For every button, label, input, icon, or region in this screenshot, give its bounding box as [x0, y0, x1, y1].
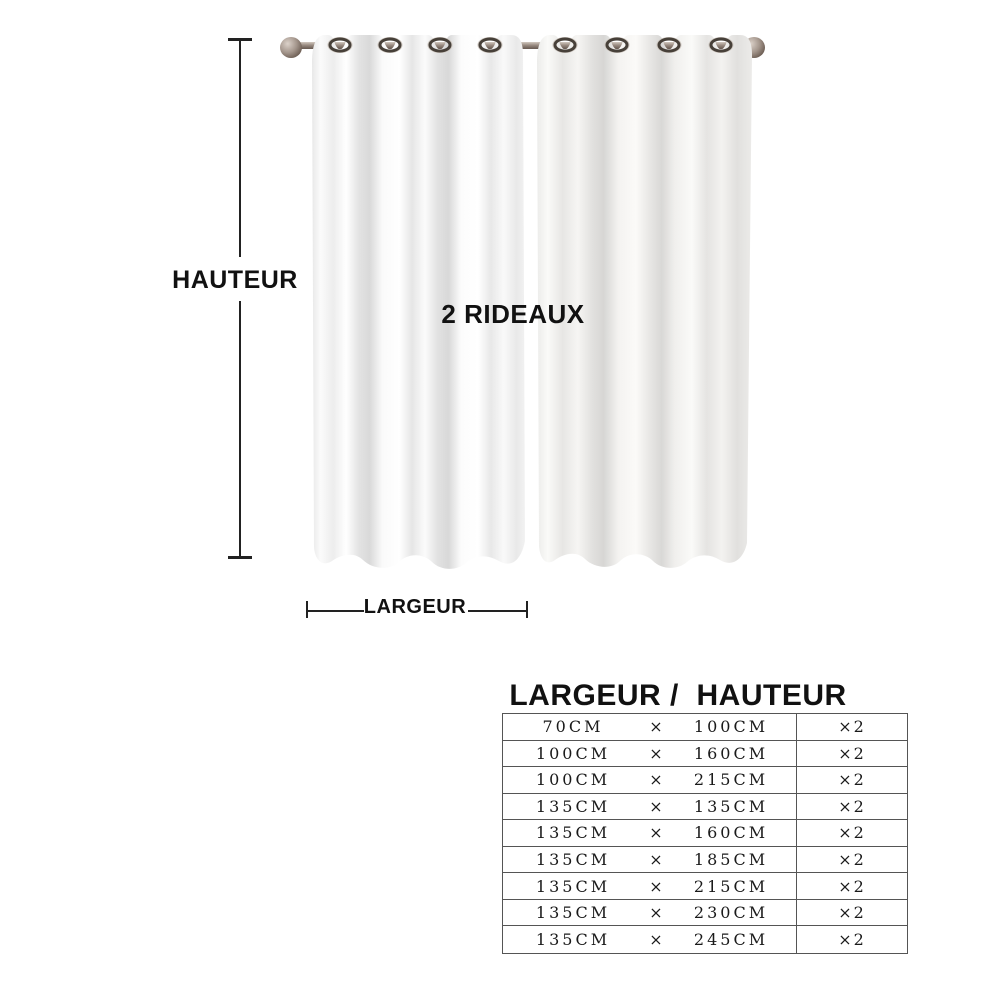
- multiply-icon: ×: [649, 876, 663, 896]
- largeur-value: 135CM: [535, 930, 611, 950]
- width-measure-tick-right: [526, 601, 528, 618]
- largeur-value: 100CM: [535, 743, 611, 763]
- panels-count-label: 2 RIDEAUX: [441, 299, 585, 329]
- size-table: [502, 713, 908, 954]
- multiply-icon: ×: [649, 770, 663, 790]
- rod-finial-left-icon: [280, 37, 302, 58]
- multiply-icon: ×: [649, 823, 663, 843]
- hauteur-value: 160CM: [693, 823, 769, 843]
- hauteur-value: 245CM: [693, 930, 769, 950]
- table-row: [503, 741, 907, 768]
- hauteur-value: 215CM: [693, 876, 769, 896]
- hauteur-value: 135CM: [693, 796, 769, 816]
- table-row: [503, 767, 907, 794]
- quantity-value: ×2: [838, 743, 866, 763]
- quantity-value: ×2: [838, 823, 866, 843]
- table-row: [503, 873, 907, 900]
- multiply-icon: ×: [649, 796, 663, 816]
- multiply-icon: ×: [649, 743, 663, 763]
- hauteur-value: 230CM: [693, 903, 769, 923]
- height-label: HAUTEUR: [172, 266, 298, 294]
- dimensions-cell: [503, 741, 797, 767]
- height-measure-line-lower: [239, 301, 241, 558]
- largeur-value: 135CM: [535, 850, 611, 870]
- quantity-value: ×2: [838, 850, 866, 870]
- dimensions-cell: [503, 926, 797, 953]
- hauteur-value: 160CM: [693, 743, 769, 763]
- largeur-value: 135CM: [535, 796, 611, 816]
- width-measure-line-left: [308, 610, 364, 612]
- multiply-icon: ×: [649, 930, 663, 950]
- dimensions-cell: [503, 900, 797, 926]
- width-label: LARGEUR: [363, 596, 467, 618]
- dimensions-cell: [503, 767, 797, 793]
- multiply-icon: ×: [649, 903, 663, 923]
- quantity-value: ×2: [838, 876, 866, 896]
- hauteur-value: 185CM: [693, 850, 769, 870]
- quantity-value: ×2: [838, 903, 866, 923]
- largeur-value: 135CM: [535, 823, 611, 843]
- largeur-value: 70CM: [542, 717, 604, 737]
- quantity-value: ×2: [838, 717, 866, 737]
- quantity-value: ×2: [838, 770, 866, 790]
- table-row: [503, 900, 907, 927]
- table-row: [503, 794, 907, 821]
- dimensions-cell: [503, 794, 797, 820]
- table-row: [503, 847, 907, 874]
- height-measure-cap-bottom: [228, 556, 252, 559]
- quantity-value: ×2: [838, 796, 866, 816]
- table-row: [503, 820, 907, 847]
- width-measure-line-right: [468, 610, 526, 612]
- dimensions-cell: [503, 714, 797, 740]
- dimensions-cell: [503, 820, 797, 846]
- size-table-title: LARGEUR / HAUTEUR: [509, 679, 847, 712]
- dimensions-cell: [503, 847, 797, 873]
- hauteur-value: 215CM: [693, 770, 769, 790]
- quantity-value: ×2: [838, 930, 866, 950]
- largeur-value: 135CM: [535, 876, 611, 896]
- table-row: [503, 714, 907, 741]
- height-measure-line-upper: [239, 41, 241, 257]
- largeur-value: 100CM: [535, 770, 611, 790]
- largeur-value: 135CM: [535, 903, 611, 923]
- multiply-icon: ×: [649, 850, 663, 870]
- dimensions-cell: [503, 873, 797, 899]
- table-row: [503, 926, 907, 953]
- hauteur-value: 100CM: [693, 717, 769, 737]
- multiply-icon: ×: [649, 717, 663, 737]
